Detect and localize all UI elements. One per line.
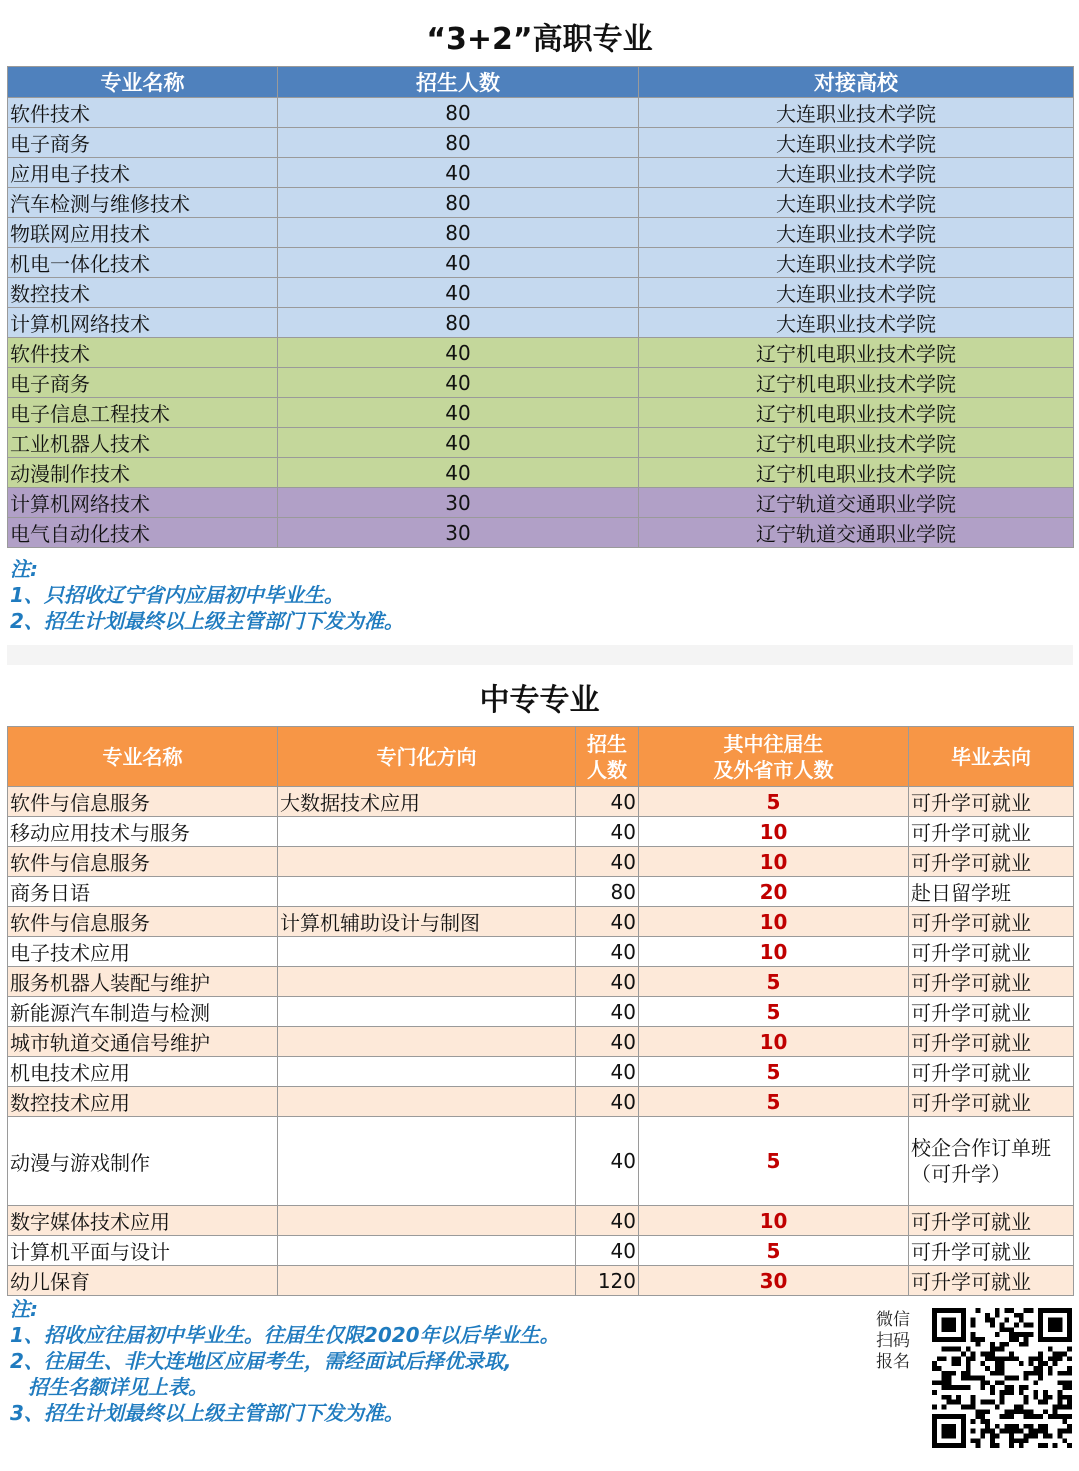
- major-cell: 幼儿保育: [8, 1266, 278, 1296]
- other-count-cell: 5: [639, 1236, 909, 1266]
- other-count-cell: 30: [639, 1266, 909, 1296]
- destination-cell: 可升学可就业: [909, 1057, 1074, 1087]
- header-major: 专业名称: [8, 727, 278, 787]
- direction-cell: [278, 937, 576, 967]
- direction-cell: 大数据技术应用: [278, 787, 576, 817]
- other-count-cell: 10: [639, 937, 909, 967]
- count-cell: 80: [278, 98, 639, 128]
- table-row: [8, 518, 1074, 548]
- direction-cell: [278, 1087, 576, 1117]
- major-cell: 软件技术: [8, 98, 278, 128]
- note-line: 3、招生计划最终以上级主管部门下发为准。: [10, 1401, 404, 1425]
- major-cell: 数字媒体技术应用: [8, 1206, 278, 1236]
- other-count-cell: 10: [639, 1027, 909, 1057]
- table-row: [8, 1057, 1074, 1087]
- count-cell: 40: [278, 398, 639, 428]
- school-cell: 大连职业技术学院: [639, 128, 1074, 158]
- other-count-cell: 5: [639, 1057, 909, 1087]
- table-row: [8, 937, 1074, 967]
- major-cell: 数控技术应用: [8, 1087, 278, 1117]
- qr-label-line: 微信: [876, 1310, 910, 1330]
- direction-cell: [278, 1206, 576, 1236]
- table-row: [8, 338, 1074, 368]
- school-cell: 辽宁机电职业技术学院: [639, 338, 1074, 368]
- table-row: [8, 278, 1074, 308]
- header-count: 招生人数: [278, 67, 639, 98]
- count-cell: 40: [278, 338, 639, 368]
- section2-notes: [10, 1296, 560, 1426]
- count-cell: 40: [576, 847, 639, 877]
- count-cell: 80: [278, 188, 639, 218]
- note-line: 2、招生计划最终以上级主管部门下发为准。: [10, 609, 404, 633]
- school-cell: 大连职业技术学院: [639, 158, 1074, 188]
- table-row: [8, 817, 1074, 847]
- table-row: [8, 847, 1074, 877]
- major-cell: 电子商务: [8, 368, 278, 398]
- section2-title: 中专专业: [479, 683, 600, 718]
- count-cell: 40: [576, 907, 639, 937]
- major-cell: 计算机平面与设计: [8, 1236, 278, 1266]
- table-row: [8, 997, 1074, 1027]
- destination-cell: 可升学可就业: [909, 1236, 1074, 1266]
- school-cell: 大连职业技术学院: [639, 248, 1074, 278]
- table-row: [8, 248, 1074, 278]
- header-count-label: 招生 人数: [587, 731, 627, 782]
- count-cell: 80: [278, 218, 639, 248]
- table-row: [8, 218, 1074, 248]
- other-count-cell: 5: [639, 997, 909, 1027]
- other-count-cell: 5: [639, 967, 909, 997]
- section1-notes: [10, 556, 404, 634]
- destination-cell: 可升学可就业: [909, 907, 1074, 937]
- count-cell: 40: [576, 997, 639, 1027]
- count-cell: 40: [278, 368, 639, 398]
- table-row: [8, 1087, 1074, 1117]
- table-row: [8, 458, 1074, 488]
- destination-cell: 可升学可就业: [909, 787, 1074, 817]
- major-cell: 移动应用技术与服务: [8, 817, 278, 847]
- count-cell: 30: [278, 518, 639, 548]
- count-cell: 40: [576, 1236, 639, 1266]
- count-cell: 40: [278, 158, 639, 188]
- school-cell: 辽宁机电职业技术学院: [639, 368, 1074, 398]
- qr-label: [876, 1310, 910, 1373]
- note-line: 1、只招收辽宁省内应届初中毕业生。: [10, 583, 344, 607]
- school-cell: 大连职业技术学院: [639, 188, 1074, 218]
- table-header-row: [8, 67, 1074, 98]
- count-cell: 40: [576, 817, 639, 847]
- direction-cell: [278, 997, 576, 1027]
- major-cell: 商务日语: [8, 877, 278, 907]
- school-cell: 大连职业技术学院: [639, 98, 1074, 128]
- table-row: [8, 428, 1074, 458]
- qr-label-line: 扫码: [876, 1331, 910, 1351]
- header-other: [639, 727, 909, 787]
- table-row: [8, 1206, 1074, 1236]
- table-row: [8, 98, 1074, 128]
- note-line: 1、招收应往届初中毕业生。往届生仅限2020年以后毕业生。: [10, 1323, 560, 1347]
- table-row: [8, 128, 1074, 158]
- note-heading: 注:: [10, 1297, 38, 1321]
- school-cell: 大连职业技术学院: [639, 308, 1074, 338]
- qr-code-icon[interactable]: [932, 1308, 1072, 1448]
- header-other-label: 其中往届生 及外省市人数: [713, 731, 834, 782]
- header-direction: 专门化方向: [278, 727, 576, 787]
- major-cell: 计算机网络技术: [8, 308, 278, 338]
- major-cell: 电子商务: [8, 128, 278, 158]
- direction-cell: [278, 817, 576, 847]
- direction-cell: [278, 1027, 576, 1057]
- count-cell: 30: [278, 488, 639, 518]
- count-cell: 40: [576, 1206, 639, 1236]
- other-count-cell: 5: [639, 787, 909, 817]
- major-cell: 服务机器人装配与维护: [8, 967, 278, 997]
- direction-cell: [278, 1236, 576, 1266]
- major-cell: 计算机网络技术: [8, 488, 278, 518]
- destination-cell: 赴日留学班: [909, 877, 1074, 907]
- table-row: [8, 1117, 1074, 1206]
- direction-cell: [278, 1266, 576, 1296]
- major-cell: 软件与信息服务: [8, 847, 278, 877]
- vocational-table: [7, 66, 1074, 548]
- other-count-cell: 5: [639, 1087, 909, 1117]
- count-cell: 40: [278, 458, 639, 488]
- count-cell: 40: [278, 428, 639, 458]
- other-count-cell: 10: [639, 817, 909, 847]
- major-cell: 机电技术应用: [8, 1057, 278, 1087]
- table-row: [8, 1236, 1074, 1266]
- table-row: [8, 308, 1074, 338]
- secondary-table: [7, 726, 1074, 1296]
- school-cell: 辽宁机电职业技术学院: [639, 398, 1074, 428]
- note-heading: 注:: [10, 557, 38, 581]
- school-cell: 辽宁机电职业技术学院: [639, 458, 1074, 488]
- table-row: [8, 488, 1074, 518]
- count-cell: 80: [278, 308, 639, 338]
- count-cell: 40: [576, 1027, 639, 1057]
- direction-cell: 计算机辅助设计与制图: [278, 907, 576, 937]
- count-cell: 40: [576, 967, 639, 997]
- table-row: [8, 1027, 1074, 1057]
- destination-cell: 可升学可就业: [909, 847, 1074, 877]
- destination-cell: 可升学可就业: [909, 967, 1074, 997]
- table-row: [8, 188, 1074, 218]
- school-cell: 辽宁轨道交通职业学院: [639, 488, 1074, 518]
- section1-title: “3+2”高职专业: [426, 22, 653, 57]
- note-line: 招生名额详见上表。: [28, 1375, 208, 1399]
- header-destination: 毕业去向: [909, 727, 1074, 787]
- table-row: [8, 877, 1074, 907]
- major-cell: 软件技术: [8, 338, 278, 368]
- count-cell: 80: [576, 877, 639, 907]
- direction-cell: [278, 1057, 576, 1087]
- header-school: 对接高校: [639, 67, 1074, 98]
- major-cell: 应用电子技术: [8, 158, 278, 188]
- count-cell: 40: [576, 937, 639, 967]
- major-cell: 机电一体化技术: [8, 248, 278, 278]
- destination-cell: 可升学可就业: [909, 937, 1074, 967]
- destination-cell: 可升学可就业: [909, 1027, 1074, 1057]
- major-cell: 动漫制作技术: [8, 458, 278, 488]
- other-count-cell: 10: [639, 907, 909, 937]
- note-line: 2、往届生、非大连地区应届考生，需经面试后择优录取,: [10, 1349, 512, 1373]
- destination-cell: 可升学可就业: [909, 817, 1074, 847]
- table-row: [8, 368, 1074, 398]
- count-cell: 80: [278, 128, 639, 158]
- destination-cell: 校企合作订单班 （可升学）: [909, 1117, 1074, 1206]
- count-cell: 40: [576, 1057, 639, 1087]
- destination-cell: 可升学可就业: [909, 997, 1074, 1027]
- table-row: [8, 967, 1074, 997]
- major-cell: 数控技术: [8, 278, 278, 308]
- direction-cell: [278, 967, 576, 997]
- major-cell: 物联网应用技术: [8, 218, 278, 248]
- major-cell: 汽车检测与维修技术: [8, 188, 278, 218]
- other-count-cell: 10: [639, 1206, 909, 1236]
- count-cell: 40: [278, 278, 639, 308]
- school-cell: 辽宁机电职业技术学院: [639, 428, 1074, 458]
- header-major: 专业名称: [8, 67, 278, 98]
- qr-label-line: 报名: [876, 1352, 910, 1372]
- destination-cell: 可升学可就业: [909, 1206, 1074, 1236]
- major-cell: 新能源汽车制造与检测: [8, 997, 278, 1027]
- major-cell: 电子技术应用: [8, 937, 278, 967]
- major-cell: 工业机器人技术: [8, 428, 278, 458]
- count-cell: 40: [576, 1087, 639, 1117]
- table-row: [8, 787, 1074, 817]
- count-cell: 40: [576, 1117, 639, 1206]
- school-cell: 辽宁轨道交通职业学院: [639, 518, 1074, 548]
- major-cell: 软件与信息服务: [8, 787, 278, 817]
- direction-cell: [278, 847, 576, 877]
- school-cell: 大连职业技术学院: [639, 218, 1074, 248]
- major-cell: 电气自动化技术: [8, 518, 278, 548]
- table-row: [8, 907, 1074, 937]
- table-row: [8, 158, 1074, 188]
- major-cell: 城市轨道交通信号维护: [8, 1027, 278, 1057]
- major-cell: 电子信息工程技术: [8, 398, 278, 428]
- count-cell: 40: [278, 248, 639, 278]
- table-row: [8, 398, 1074, 428]
- count-cell: 120: [576, 1266, 639, 1296]
- other-count-cell: 5: [639, 1117, 909, 1206]
- other-count-cell: 10: [639, 847, 909, 877]
- table-header-row: [8, 727, 1074, 787]
- direction-cell: [278, 877, 576, 907]
- destination-cell: 可升学可就业: [909, 1087, 1074, 1117]
- count-cell: 40: [576, 787, 639, 817]
- major-cell: 软件与信息服务: [8, 907, 278, 937]
- section-divider: [7, 645, 1073, 665]
- header-count: [576, 727, 639, 787]
- other-count-cell: 20: [639, 877, 909, 907]
- direction-cell: [278, 1117, 576, 1206]
- major-cell: 动漫与游戏制作: [8, 1117, 278, 1206]
- table-row: [8, 1266, 1074, 1296]
- school-cell: 大连职业技术学院: [639, 278, 1074, 308]
- destination-cell: 可升学可就业: [909, 1266, 1074, 1296]
